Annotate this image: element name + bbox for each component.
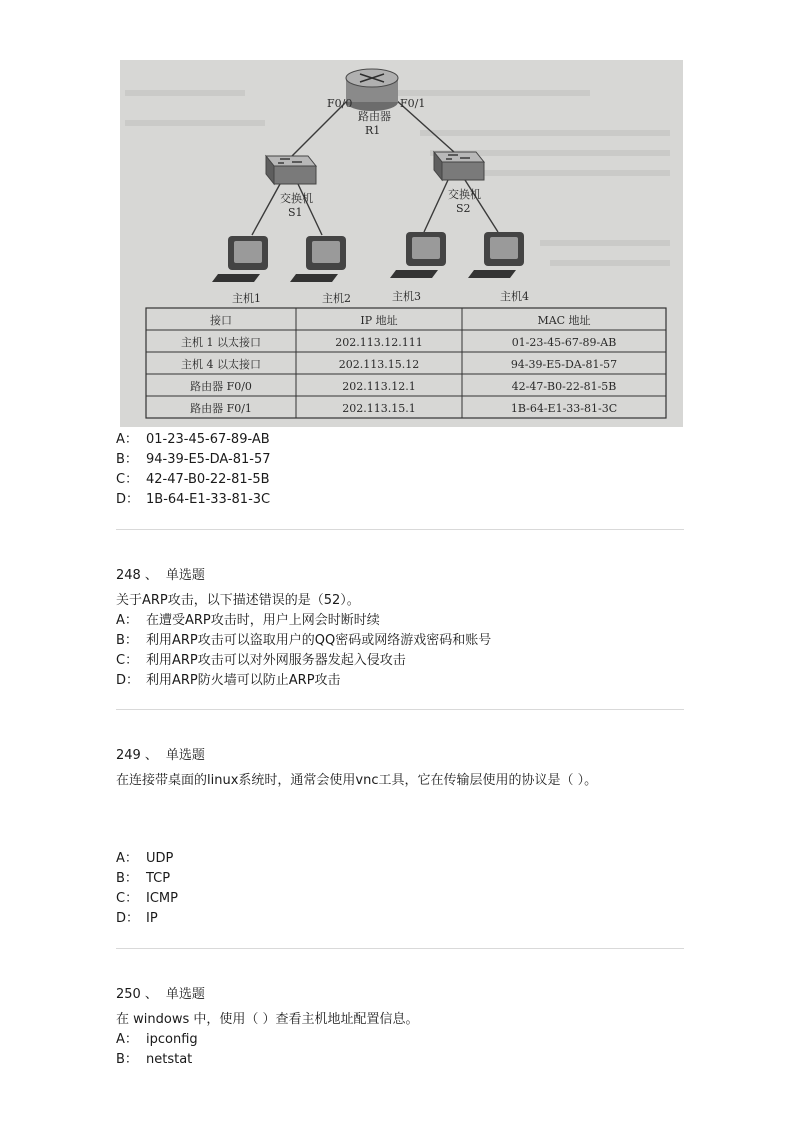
option-letter: D： [116,492,140,507]
option-b[interactable] [116,631,491,651]
option-a[interactable] [116,849,178,869]
option-c[interactable] [116,889,178,909]
option-d[interactable] [116,490,271,510]
question-number: 250 [116,987,141,1002]
option-text: ipconfig [146,1032,198,1047]
switch-s2-name: 交换机 [448,188,481,201]
network-diagram [120,60,683,427]
option-letter: A： [116,851,138,866]
switch-icon [266,156,316,184]
option-b[interactable] [116,1050,198,1070]
router-id: R1 [365,124,381,137]
option-text: 利用ARP攻击可以盗取用户的QQ密码或网络游戏密码和账号 [146,633,492,648]
table-cell: 路由器 F0/1 [190,402,252,415]
option-text: netstat [146,1052,193,1067]
host-computer-icon [290,236,346,282]
question-separator: 、 [144,568,158,583]
option-letter: B： [116,452,138,467]
option-letter: C： [116,472,139,487]
table-cell: 202.113.12.111 [335,336,423,349]
q249-options [116,849,178,929]
option-letter: B： [116,1052,138,1067]
option-letter: C： [116,891,139,906]
option-c[interactable] [116,651,491,671]
option-letter: A： [116,1032,138,1047]
divider [116,529,684,530]
question-stem: 在 windows 中，使用（ ）查看主机地址配置信息。 [116,1012,419,1027]
option-text: 94-39-E5-DA-81-57 [146,452,271,467]
question-number: 248 [116,568,141,583]
option-text: 01-23-45-67-89-AB [146,432,270,447]
option-letter: A： [116,613,138,628]
host-label: 主机2 [322,292,351,305]
option-letter: A： [116,432,138,447]
option-text: 利用ARP防火墙可以防止ARP攻击 [146,673,341,688]
table-cell: 主机 4 以太接口 [181,358,261,371]
switch-icon [434,152,484,180]
option-a[interactable] [116,430,271,450]
table-header: 接口 [210,314,232,327]
question-header [116,746,205,766]
option-text: 1B-64-E1-33-81-3C [146,492,271,507]
table-cell: 202.113.15.1 [342,402,416,415]
host-computer-icon [390,232,446,278]
question-stem: 关于ARP攻击，以下描述错误的是（52）。 [116,593,360,608]
switch-s2-id: S2 [456,202,471,215]
table-cell: 01-23-45-67-89-AB [511,336,617,349]
q250-options [116,1030,198,1070]
host-label: 主机4 [500,290,529,303]
router-icon [346,69,398,111]
host-label: 主机3 [392,290,421,303]
q248-options [116,611,491,691]
option-b[interactable] [116,869,178,889]
table-cell: 路由器 F0/0 [190,380,252,393]
option-letter: D： [116,911,140,926]
option-text: IP [146,911,158,926]
table-cell: 94-39-E5-DA-81-57 [510,358,618,371]
option-text: ICMP [146,891,178,906]
question-header [116,985,205,1005]
table-cell: 主机 1 以太接口 [181,336,261,349]
option-letter: B： [116,633,138,648]
divider [116,709,684,710]
router-port-right: F0/1 [400,97,426,110]
question-header [116,566,205,586]
network-diagram-photo [120,60,683,427]
question-separator: 、 [144,748,158,763]
option-a[interactable] [116,611,491,631]
bleed-through-text [125,90,670,266]
table-header: IP 地址 [360,314,398,327]
switch-s1-id: S1 [288,206,303,219]
router-name: 路由器 [358,110,391,123]
option-letter: B： [116,871,138,886]
host-computer-icon [468,232,524,278]
question-stem: 在连接带桌面的linux系统时，通常会使用vnc工具，它在传输层使用的协议是（ ）。 [116,773,598,788]
option-letter: C： [116,653,139,668]
host-computer-icon [212,236,268,282]
option-b[interactable] [116,450,271,470]
option-letter: D： [116,673,140,688]
table-cell: 202.113.12.1 [342,380,416,393]
table-cell: 42-47-B0-22-81-5B [511,380,617,393]
option-text: UDP [146,851,174,866]
question-type: 单选题 [165,568,205,583]
question-type: 单选题 [165,987,205,1002]
divider [116,948,684,949]
option-text: TCP [146,871,171,886]
option-text: 在遭受ARP攻击时，用户上网会时断时续 [146,613,380,628]
option-d[interactable] [116,671,491,691]
option-text: 利用ARP攻击可以对外网服务器发起入侵攻击 [146,653,406,668]
question-separator: 、 [144,987,158,1002]
table-cell: 1B-64-E1-33-81-3C [510,402,618,415]
switch-s1-name: 交换机 [280,192,313,205]
option-d[interactable] [116,909,178,929]
option-a[interactable] [116,1030,198,1050]
host-label: 主机1 [232,292,261,305]
router-port-left: F0/0 [327,97,353,110]
option-c[interactable] [116,470,271,490]
question-number: 249 [116,748,141,763]
address-table [146,308,666,418]
table-header: MAC 地址 [537,314,591,327]
question-type: 单选题 [165,748,205,763]
table-cell: 202.113.15.12 [338,358,420,371]
q247-options [116,430,271,510]
option-text: 42-47-B0-22-81-5B [146,472,270,487]
